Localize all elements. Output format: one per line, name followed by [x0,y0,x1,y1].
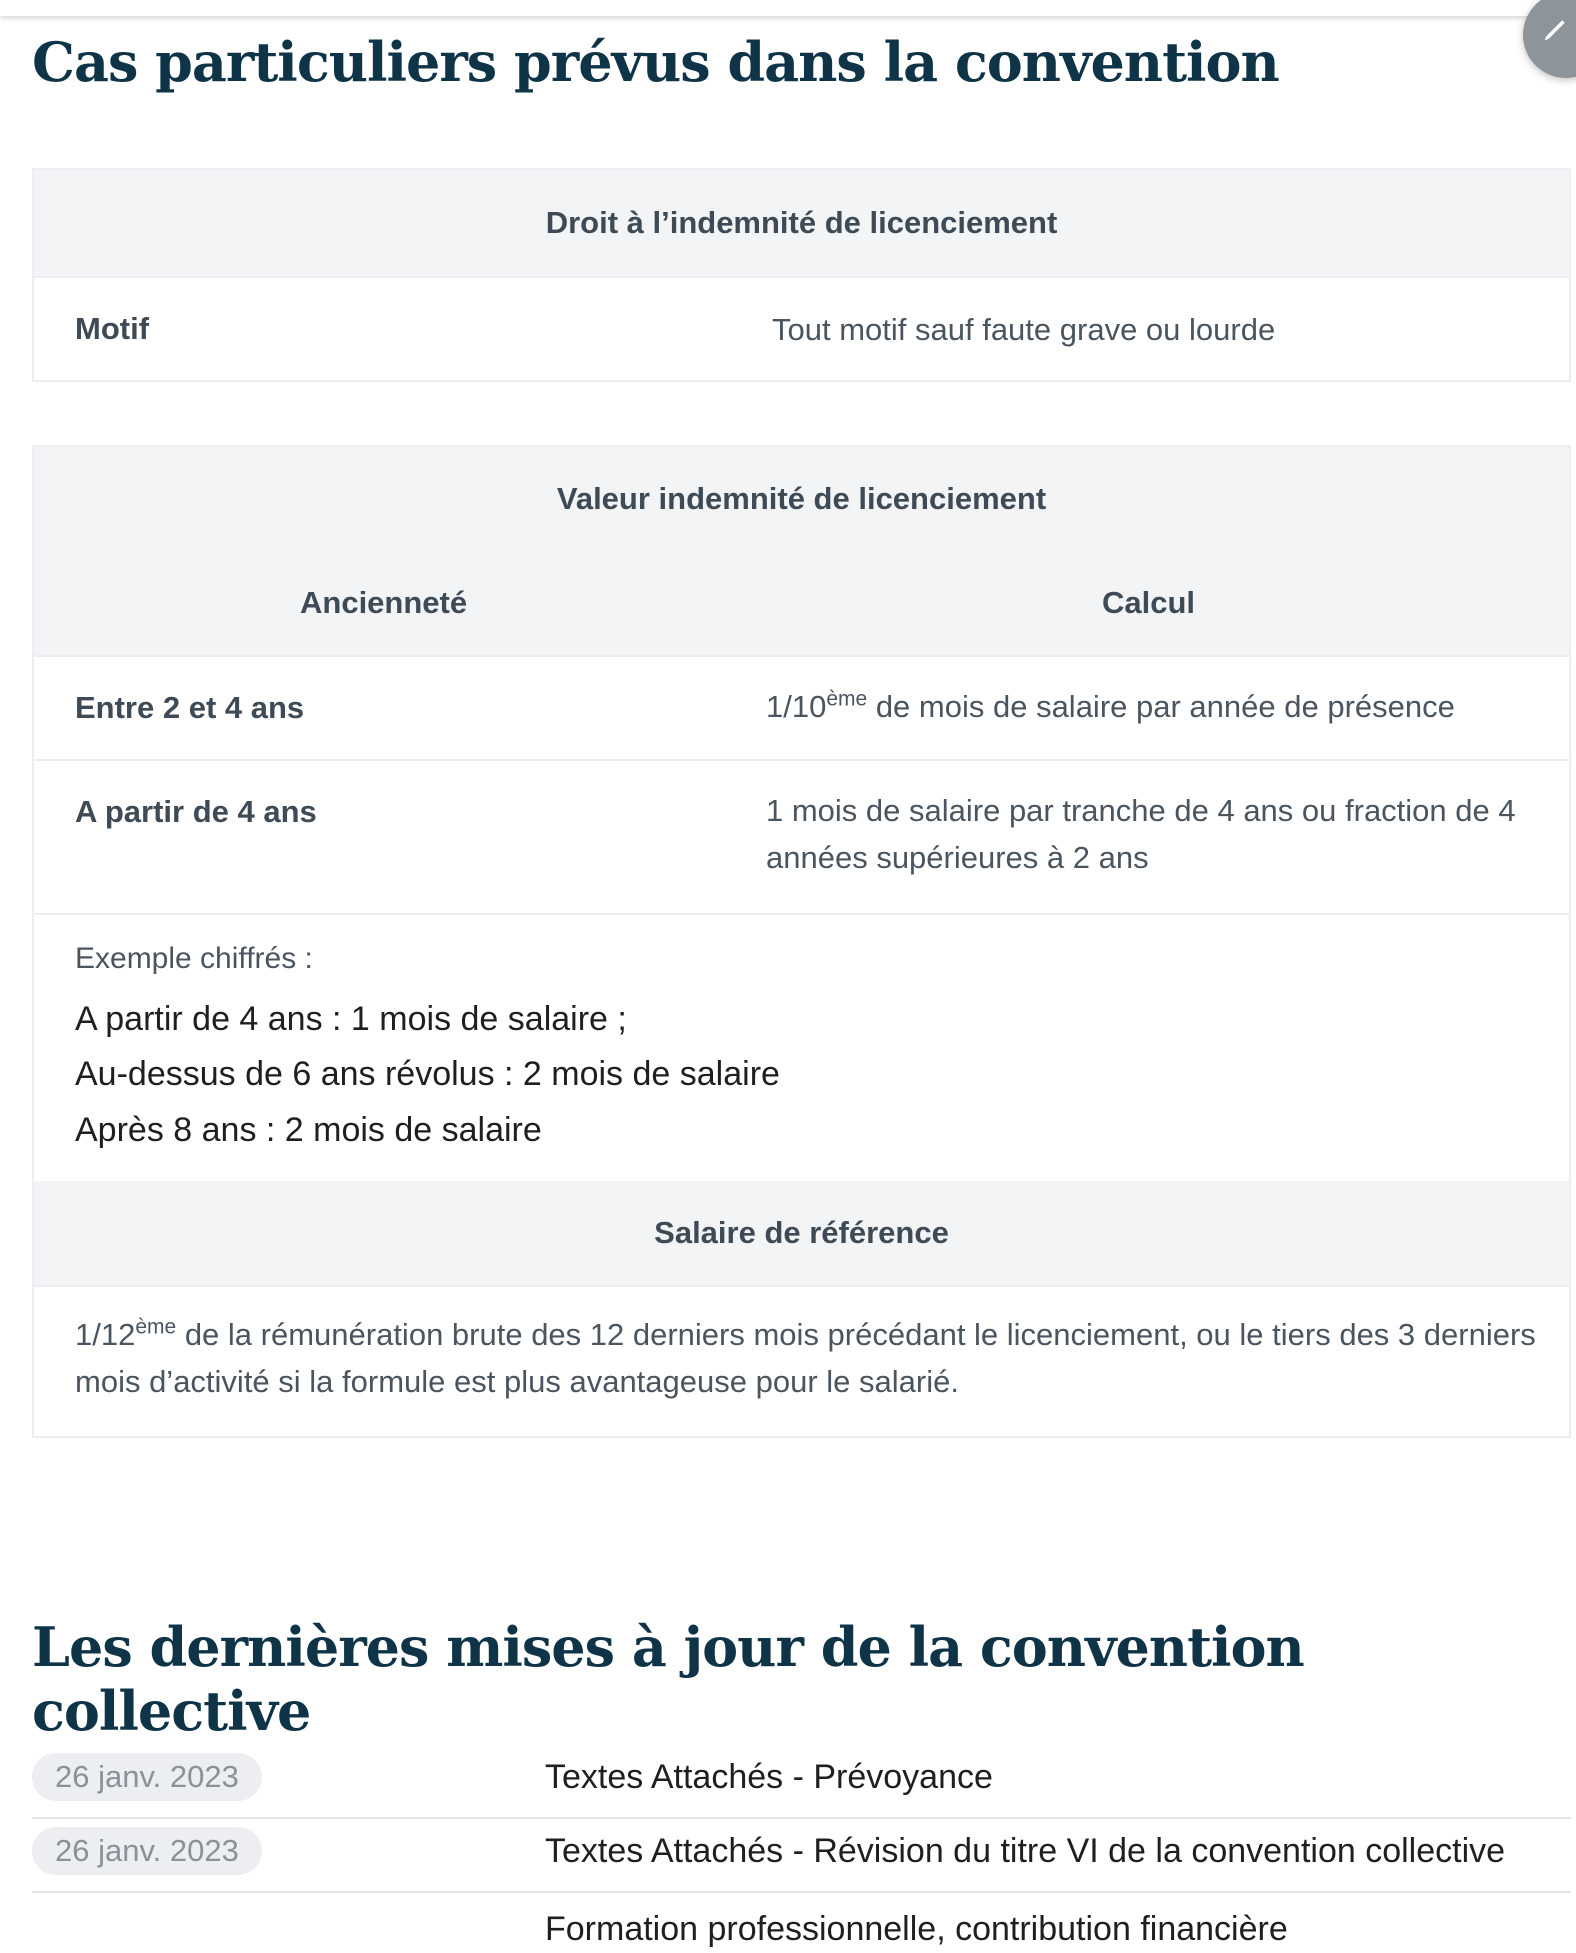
update-title-link[interactable]: Textes Attachés - Révision du titre VI de la convention collective [545,1832,1506,1870]
section-title-cas-particuliers: Cas particuliers prévus dans la convention [32,30,1279,94]
top-bar [0,0,1576,16]
example-row [34,913,1569,1181]
update-date-badge: 26 janv. 2023 [32,1753,262,1801]
example-line: Après 8 ans : 2 mois de salaire [75,1111,542,1149]
example-label: Exemple chiffrés : [75,942,313,975]
updates-list [32,1745,1571,1953]
column-header-anciennete: Ancienneté [300,585,468,620]
salaire-reference-value: 1/12ème de la rémunération brute des 12 derniers mois précédant le licenciement, ou le tiers des 3 derniers mois d’activité si la formule est plus avantageuse pour le salarié. [75,1315,1536,1399]
section-title-mises-a-jour: Les dernières mises à jour de la convention collective [32,1615,1304,1743]
edit-button[interactable] [1523,0,1576,78]
update-title-link[interactable]: Textes Attachés - Prévoyance [545,1758,993,1796]
valeur-indemnite-header: Valeur indemnité de licenciement [34,447,1569,551]
table-row [34,1285,1569,1436]
list-item[interactable] [32,1745,1571,1819]
anciennete-cell: A partir de 4 ans [75,794,317,829]
table-row [34,759,1569,913]
motif-label: Motif [75,311,150,346]
example-line: A partir de 4 ans : 1 mois de salaire ; [75,1000,627,1038]
droit-indemnite-header: Droit à l’indemnité de licenciement [34,170,1569,276]
column-headers [34,551,1569,655]
calcul-cell: 1 mois de salaire par tranche de 4 ans ou fraction de 4 années supérieures à 2 ans [766,793,1516,875]
droit-indemnite-table [32,168,1571,382]
motif-value: Tout motif sauf faute grave ou lourde [772,312,1276,347]
list-item[interactable] [32,1819,1571,1893]
anciennete-cell: Entre 2 et 4 ans [75,690,305,725]
update-date-badge: 26 janv. 2023 [32,1827,262,1875]
pencil-icon [1541,14,1571,44]
calcul-cell: 1/10ème de mois de salaire par année de présence [766,687,1455,724]
table-row [34,276,1569,380]
list-item[interactable] [32,1893,1571,1953]
update-title-link[interactable]: Formation professionnelle, contribution financière [545,1910,1288,1948]
valeur-indemnite-table [32,445,1571,1438]
column-header-calcul: Calcul [1102,585,1196,620]
table-row [34,655,1569,759]
salaire-reference-header: Salaire de référence [34,1181,1569,1285]
example-line: Au-dessus de 6 ans révolus : 2 mois de salaire [75,1055,780,1093]
